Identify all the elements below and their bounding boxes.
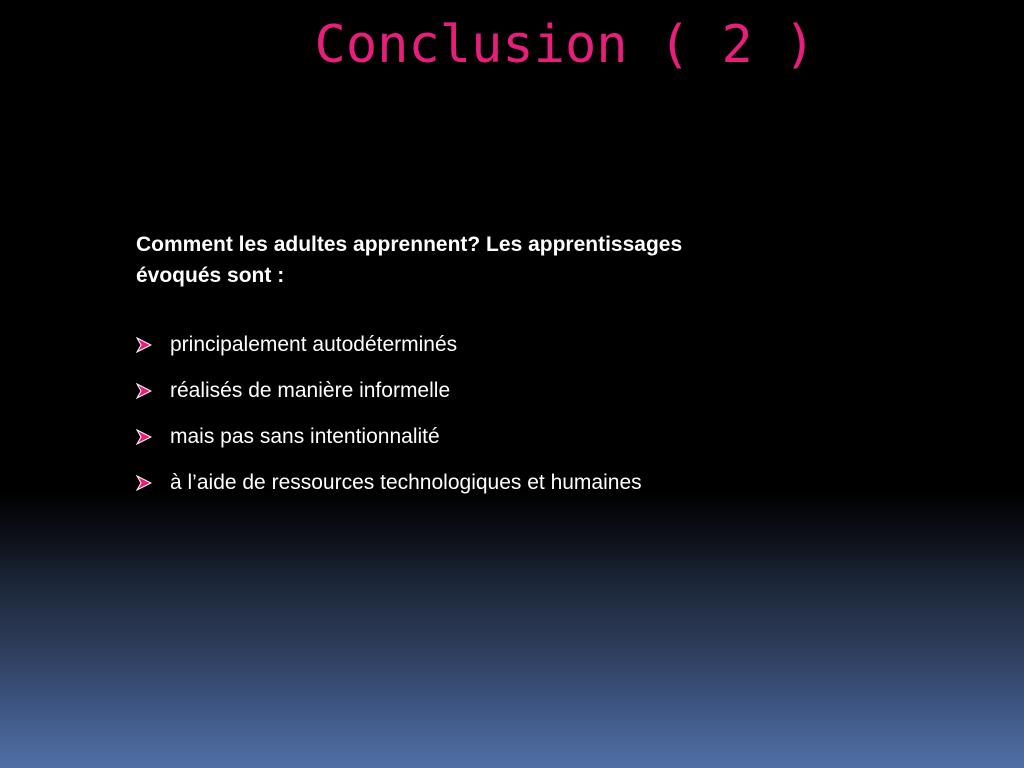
bullet-text: mais pas sans intentionnalité bbox=[170, 425, 440, 448]
bullet-item bbox=[136, 330, 642, 376]
bullet-text: principalement autodéterminés bbox=[170, 333, 458, 356]
bullet-item bbox=[136, 468, 642, 514]
slide-title: Conclusion ( 2 ) bbox=[314, 15, 816, 75]
arrowhead-bullet-icon bbox=[136, 376, 170, 406]
arrowhead-bullet-icon bbox=[136, 330, 170, 360]
intro-line-1: Comment les adultes apprennent? Les apprentissages bbox=[136, 233, 683, 256]
bullet-text: à l’aide de ressources technologiques et humaines bbox=[170, 471, 642, 494]
bullet-text: réalisés de manière informelle bbox=[170, 379, 451, 402]
bullet-item bbox=[136, 376, 642, 422]
bullet-item bbox=[136, 422, 642, 468]
bullet-list bbox=[136, 330, 642, 514]
arrowhead-bullet-icon bbox=[136, 468, 170, 498]
intro-line-2: évoqués sont : bbox=[136, 264, 285, 287]
arrowhead-bullet-icon bbox=[136, 422, 170, 452]
intro-text bbox=[136, 229, 856, 291]
